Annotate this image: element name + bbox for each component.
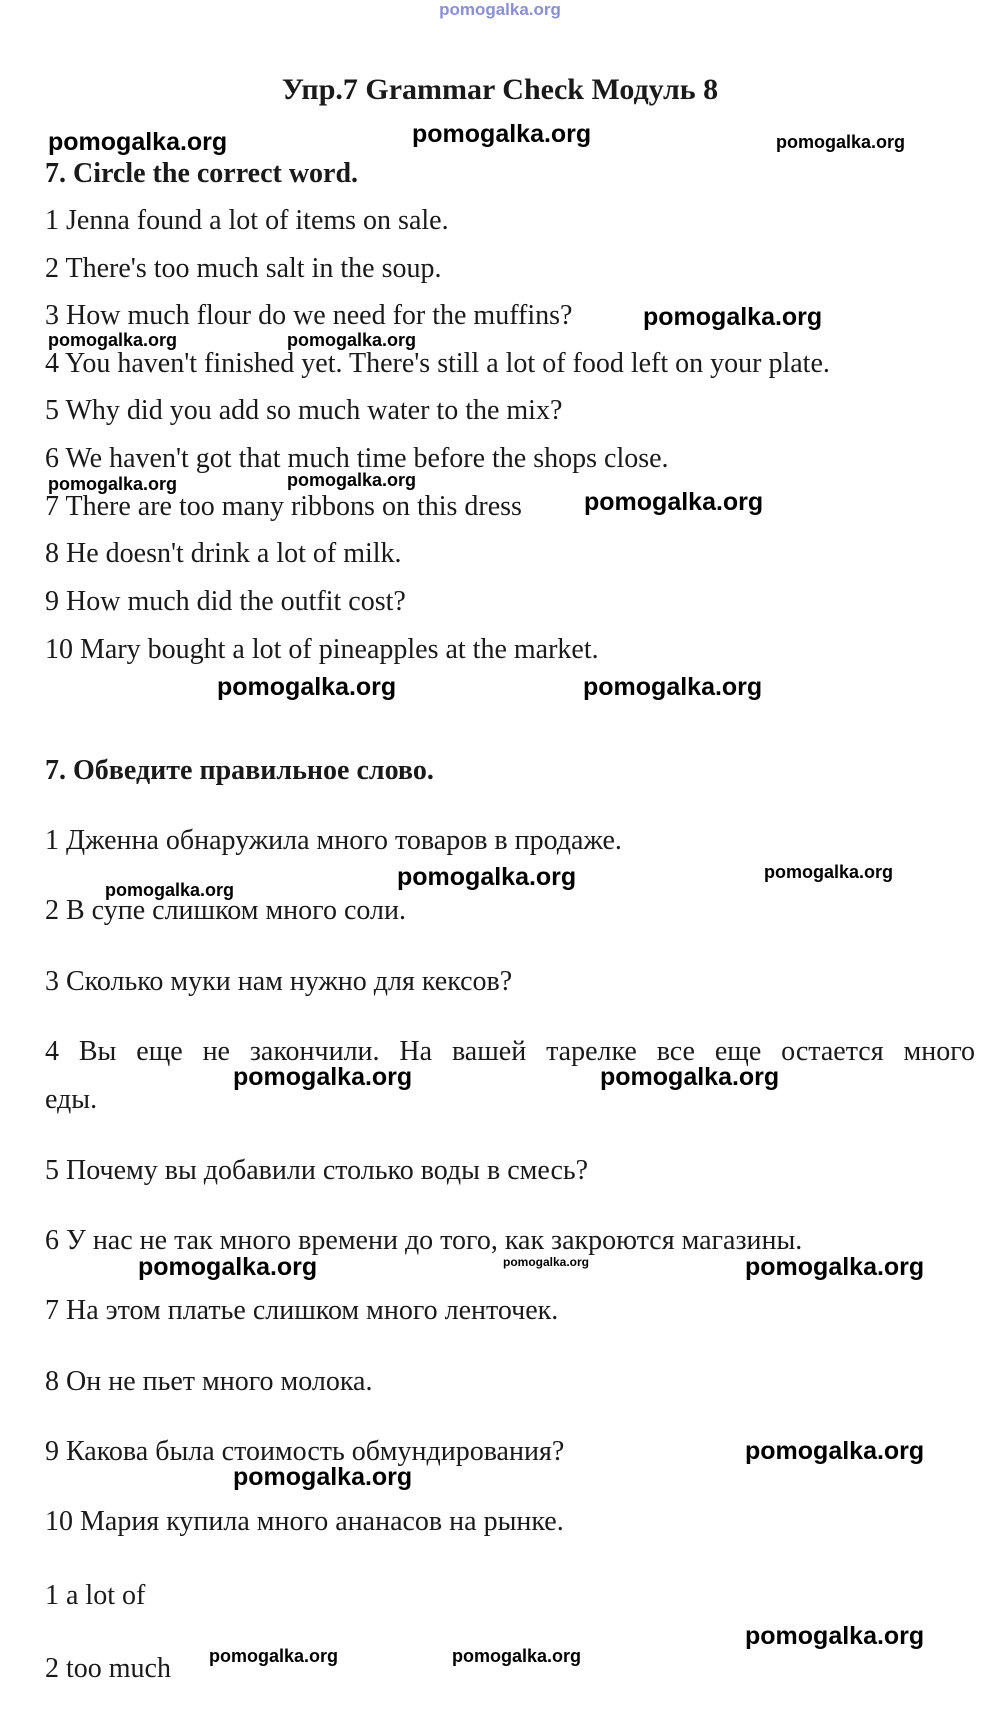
watermark: pomogalka.org	[745, 1622, 925, 1650]
answer-item: 1 a lot of	[45, 1580, 146, 1611]
russian-item: 7 На этом платье слишком много ленточек.	[45, 1295, 559, 1326]
watermark: pomogalka.org	[48, 474, 178, 494]
watermark: pomogalka.org	[48, 330, 178, 350]
watermark: pomogalka.org	[452, 1646, 582, 1666]
english-item: 10 Mary bought a lot of pineapples at the market.	[45, 634, 599, 665]
russian-item: 8 Он не пьет много молока.	[45, 1366, 373, 1397]
english-item: 4 You haven't finished yet. There's still a lot of food left on your plate.	[45, 348, 830, 379]
watermark: pomogalka.org	[583, 673, 763, 701]
page-title: Упр.7 Grammar Check Модуль 8	[281, 73, 719, 106]
top-watermark: pomogalka.org	[439, 0, 561, 19]
watermark: pomogalka.org	[397, 863, 577, 891]
watermark: pomogalka.org	[138, 1253, 318, 1281]
russian-item: 2 В супе слишком много соли.	[45, 895, 406, 926]
english-heading: 7. Circle the correct word.	[45, 158, 359, 189]
russian-item: 10 Мария купила много ананасов на рынке.	[45, 1506, 564, 1537]
watermark: pomogalka.org	[503, 1255, 590, 1269]
watermark: pomogalka.org	[745, 1253, 925, 1281]
watermark: pomogalka.org	[48, 128, 228, 156]
english-item: 7 There are too many ribbons on this dress	[45, 491, 522, 522]
english-item: 3 How much flour do we need for the muffins?	[45, 300, 573, 331]
russian-item: 6 У нас не так много времени до того, как закроются магазины.	[45, 1225, 803, 1256]
watermark: pomogalka.org	[287, 330, 417, 350]
answer-item: 2 too much	[45, 1653, 171, 1684]
russian-item-continuation: еды.	[45, 1084, 98, 1115]
russian-heading: 7. Обведите правильное слово.	[45, 755, 434, 786]
english-item: 5 Why did you add so much water to the mix?	[45, 395, 563, 426]
watermark: pomogalka.org	[217, 673, 397, 701]
russian-item: 3 Сколько муки нам нужно для кексов?	[45, 966, 513, 997]
russian-item: 5 Почему вы добавили столько воды в смесь?	[45, 1155, 589, 1186]
russian-item: 4 Вы еще не закончили. На вашей тарелке все еще остается много	[45, 1036, 975, 1067]
watermark: pomogalka.org	[764, 862, 894, 882]
watermark: pomogalka.org	[600, 1063, 780, 1091]
watermark: pomogalka.org	[105, 880, 235, 900]
english-item: 8 He doesn't drink a lot of milk.	[45, 538, 402, 569]
watermark: pomogalka.org	[412, 120, 592, 148]
english-item: 2 There's too much salt in the soup.	[45, 253, 442, 284]
watermark: pomogalka.org	[287, 470, 417, 490]
english-item: 6 We haven't got that much time before the shops close.	[45, 443, 669, 474]
watermark: pomogalka.org	[745, 1437, 925, 1465]
watermark: pomogalka.org	[233, 1063, 413, 1091]
russian-item: 1 Дженна обнаружила много товаров в продаже.	[45, 825, 622, 856]
watermark: pomogalka.org	[776, 132, 906, 152]
watermark: pomogalka.org	[209, 1646, 339, 1666]
english-item: 9 How much did the outfit cost?	[45, 586, 406, 617]
russian-item: 9 Какова была стоимость обмундирования?	[45, 1436, 565, 1467]
watermark: pomogalka.org	[643, 303, 823, 331]
watermark: pomogalka.org	[233, 1463, 413, 1491]
watermark: pomogalka.org	[584, 488, 764, 516]
english-item: 1 Jenna found a lot of items on sale.	[45, 205, 449, 236]
